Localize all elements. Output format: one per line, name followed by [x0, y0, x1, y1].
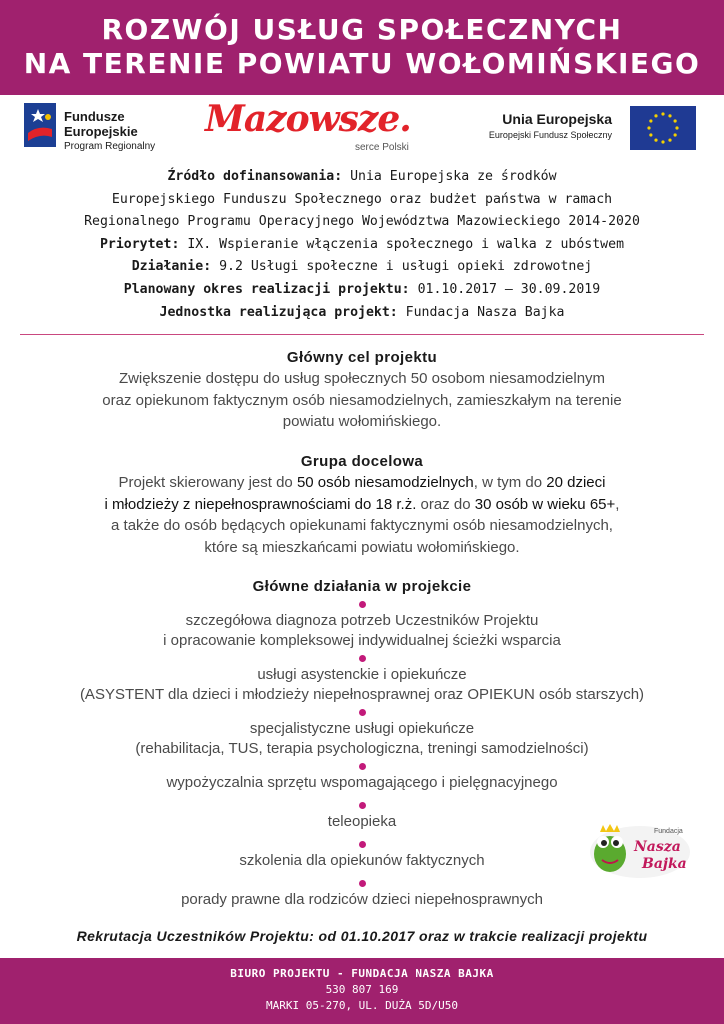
- funding-source-label: Źródło dofinansowania:: [167, 169, 343, 184]
- fe-line2: Europejskie: [64, 124, 138, 139]
- activity-line1: porady prawne dla rodziców dzieci niepełnosprawnych: [181, 891, 543, 908]
- recruitment-note: Rekrutacja Uczestników Projektu: od 01.10.2017 oraz w trakcie realizacji projektu: [76, 928, 648, 944]
- list-item: [0, 763, 724, 793]
- unit-label: Jednostka realizująca projekt:: [159, 304, 398, 320]
- eu-star-icon: [668, 139, 671, 142]
- priority-value: IX. Wspieranie włączenia społecznego i walka z ubóstwem: [179, 236, 625, 252]
- divider: [20, 334, 704, 335]
- goal-section: [0, 348, 724, 433]
- eu-star-icon: [661, 140, 664, 143]
- ue-line2: Europejski Fundusz Społeczny: [488, 130, 612, 140]
- period-label: Planowany okres realizacji projektu:: [123, 281, 410, 297]
- frog-logo-word3: Bajka: [642, 856, 687, 872]
- goal-heading: Główny cel projektu: [286, 349, 438, 366]
- funding-source-line: [0, 166, 724, 189]
- target-heading: Grupa docelowa: [300, 453, 424, 470]
- activities-heading: Główne działania w projekcie: [252, 578, 472, 595]
- funding-source-line2: Europejskiego Funduszu Społecznego oraz budżet państwa w ramach: [111, 191, 613, 207]
- bullet-icon: [359, 802, 366, 809]
- eu-star-icon: [674, 119, 677, 122]
- eu-star-icon: [649, 133, 652, 136]
- action-value: 9.2 Usługi społeczne i usługi opieki zdrowotnej: [211, 259, 593, 275]
- bullet-icon: [359, 880, 366, 887]
- target-line4: które są mieszkańcami powiatu wołomińskiego.: [204, 538, 520, 556]
- frog-logo-word2: Nasza: [634, 839, 681, 855]
- eu-star-icon: [668, 114, 671, 117]
- page-title-line2: NA TERENIE POWIATU WOŁOMIŃSKIEGO: [23, 47, 701, 80]
- action-label: Działanie:: [131, 259, 212, 275]
- footer-office: BIURO PROJEKTU - FUNDACJA NASZA BAJKA: [230, 967, 494, 980]
- target-text: Projekt skierowany jest do: [118, 474, 297, 491]
- page-title-line1: ROZWÓJ USŁUG SPOŁECZNYCH: [101, 13, 623, 46]
- unit-value: Fundacja Nasza Bajka: [397, 304, 565, 320]
- target-text: ,: [615, 495, 620, 513]
- eu-star-icon: [674, 133, 677, 136]
- frog-logo-word1: Fundacja: [654, 828, 683, 835]
- eu-star-icon: [654, 114, 657, 117]
- footer-address: MARKI 05-270, UL. DUŻA 5D/U50: [265, 999, 459, 1012]
- fe-flag-icon: [24, 103, 56, 147]
- fe-line1: Fundusze: [64, 109, 125, 124]
- bullet-icon: [359, 841, 366, 848]
- target-text: , w tym do: [473, 474, 547, 491]
- list-item: [0, 655, 724, 705]
- ue-line1: Unia Europejska: [502, 111, 612, 127]
- funding-source-value: Unia Europejska ze środków: [342, 169, 557, 184]
- activity-line1: teleopieka: [327, 813, 397, 830]
- mazowsze-logo: [205, 98, 440, 158]
- activity-line2: (ASYSTENT dla dzieci i młodzieży niepełnosprawnej oraz OPIEKUN osób starszych): [79, 686, 645, 703]
- target-highlight: 50 osób niesamodzielnych: [296, 474, 474, 491]
- eu-star-icon: [654, 139, 657, 142]
- goal-line1: Zwiększenie dostępu do usług społecznych 50 osobom niesamodzielnym: [118, 370, 606, 387]
- logo-strip: [0, 100, 724, 160]
- target-line1: [0, 472, 724, 494]
- header-banner: [0, 0, 724, 95]
- activity-line2: i opracowanie kompleksowej indywidualnej ścieżki wsparcia: [163, 632, 561, 649]
- target-text: oraz do: [416, 495, 475, 513]
- unit-line: [0, 302, 724, 325]
- activity-line2: (rehabilitacja, TUS, terapia psychologiczna, treningi samodzielności): [135, 740, 589, 757]
- fe-line3: Program Regionalny: [64, 141, 156, 152]
- mazowsze-subtitle: serce Polski: [355, 142, 409, 153]
- target-line3: a także do osób będących opiekunami faktycznymi osób niesamodzielnych,: [111, 517, 613, 534]
- goal-line2: oraz opiekunom faktycznym osób niesamodzielnych, zamieszkałym na terenie: [102, 391, 622, 409]
- activity-line1: specjalistyczne usługi opiekuńcze: [249, 720, 475, 737]
- priority-label: Priorytet:: [99, 236, 180, 252]
- list-item: [0, 601, 724, 651]
- fundusze-europejskie-logo: [24, 103, 174, 155]
- period-value: 01.10.2017 – 30.09.2019: [409, 281, 601, 297]
- action-line: [0, 256, 724, 279]
- eu-star-icon: [675, 126, 678, 129]
- eu-star-icon: [647, 126, 650, 129]
- activity-line1: wypożyczalnia sprzętu wspomagającego i pielęgnacyjnego: [166, 774, 558, 791]
- target-highlight: i młodzieży z niepełnosprawnościami do 18 r.ż.: [104, 495, 417, 513]
- bullet-icon: [359, 601, 366, 608]
- unia-europejska-logo: [476, 106, 696, 156]
- list-item: [0, 880, 724, 910]
- activity-line1: szczegółowa diagnoza potrzeb Uczestników Projektu: [185, 612, 539, 629]
- fundacja-nasza-bajka-logo: [582, 816, 692, 882]
- target-line2: [0, 494, 724, 516]
- list-item: [0, 709, 724, 759]
- goal-line3: powiatu wołomińskiego.: [282, 413, 442, 430]
- target-section: [0, 452, 724, 558]
- footer-banner: [0, 958, 724, 1024]
- eu-star-icon: [649, 119, 652, 122]
- priority-line: [0, 234, 724, 257]
- funding-info: [0, 166, 724, 324]
- activity-line1: usługi asystenckie i opiekuńcze: [257, 666, 467, 683]
- target-highlight: 30 osób w wieku 65+: [474, 495, 616, 513]
- mazowsze-wordmark: Mazowsze.: [205, 98, 411, 140]
- target-highlight: 20 dzieci: [546, 474, 606, 491]
- eu-star-icon: [661, 112, 664, 115]
- eu-flag-icon: [630, 106, 696, 150]
- bullet-icon: [359, 709, 366, 716]
- activities-section: [0, 577, 724, 597]
- period-line: [0, 279, 724, 302]
- bullet-icon: [359, 763, 366, 770]
- bullet-icon: [359, 655, 366, 662]
- funding-source-line3: Regionalnego Programu Operacyjnego Województwa Mazowieckiego 2014-2020: [84, 214, 640, 230]
- footer-phone: 530 807 169: [325, 983, 399, 996]
- activity-line1: szkolenia dla opiekunów faktycznych: [239, 852, 485, 869]
